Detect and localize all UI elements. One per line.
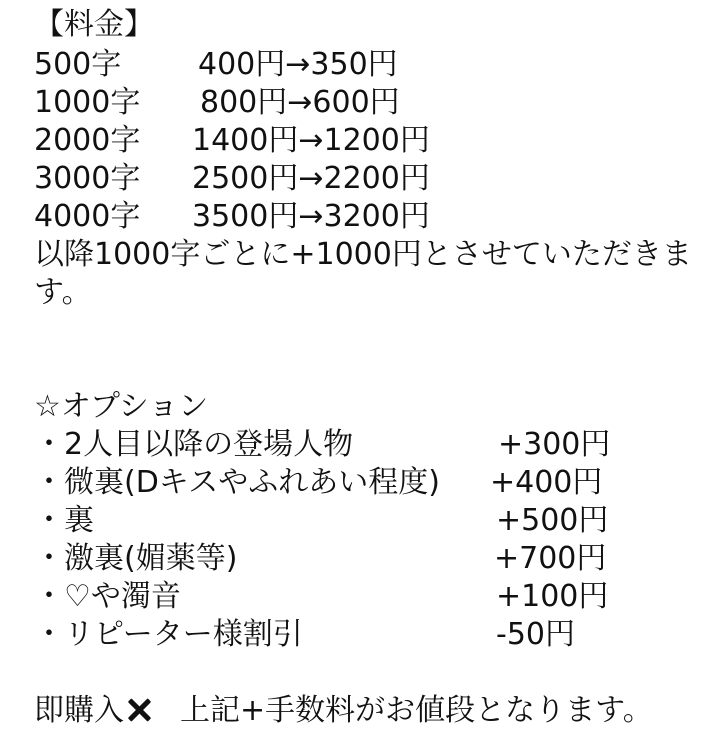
option-price: +500円: [496, 503, 609, 538]
option-label: ・♡や濁音: [34, 579, 181, 614]
option-price: +400円: [490, 465, 603, 500]
option-price: -50円: [496, 617, 575, 652]
pricing-row-price: 1400円→1200円: [192, 123, 430, 158]
option-label: ・リピーター様割引: [34, 617, 303, 652]
pricing-row-chars: 3000字: [34, 161, 141, 196]
pricing-note: 以降1000字ごとに+1000円とさせていただきます。: [34, 237, 692, 310]
heavy-multiplication-x-icon: [126, 697, 152, 723]
footer-label: 即購入: [34, 693, 124, 728]
pricing-row-price: 800円→600円: [200, 85, 400, 120]
footer-text: 上記+手数料がお値段となります。: [180, 693, 653, 728]
option-price: +700円: [494, 541, 607, 576]
pricing-row-chars: 2000字: [34, 123, 141, 158]
option-label: ・2人目以降の登場人物: [34, 427, 354, 462]
footer-note: [34, 692, 653, 730]
pricing-row-chars: 4000字: [34, 199, 141, 234]
option-label: ・微裏(Dキスやふれあい程度): [34, 465, 440, 500]
pricing-row-chars: 1000字: [34, 85, 141, 120]
options-heading: ☆オプション: [34, 389, 209, 424]
pricing-heading: 【料金】: [34, 7, 154, 42]
option-price: +100円: [496, 579, 609, 614]
pricing-row-price: 2500円→2200円: [192, 161, 430, 196]
option-price: +300円: [498, 427, 611, 462]
pricing-row-chars: 500字: [34, 47, 122, 82]
option-label: ・激裏(媚薬等): [34, 541, 238, 576]
pricing-row-price: 400円→350円: [198, 47, 398, 82]
option-label: ・裏: [34, 503, 94, 538]
pricing-row-price: 3500円→3200円: [192, 199, 430, 234]
